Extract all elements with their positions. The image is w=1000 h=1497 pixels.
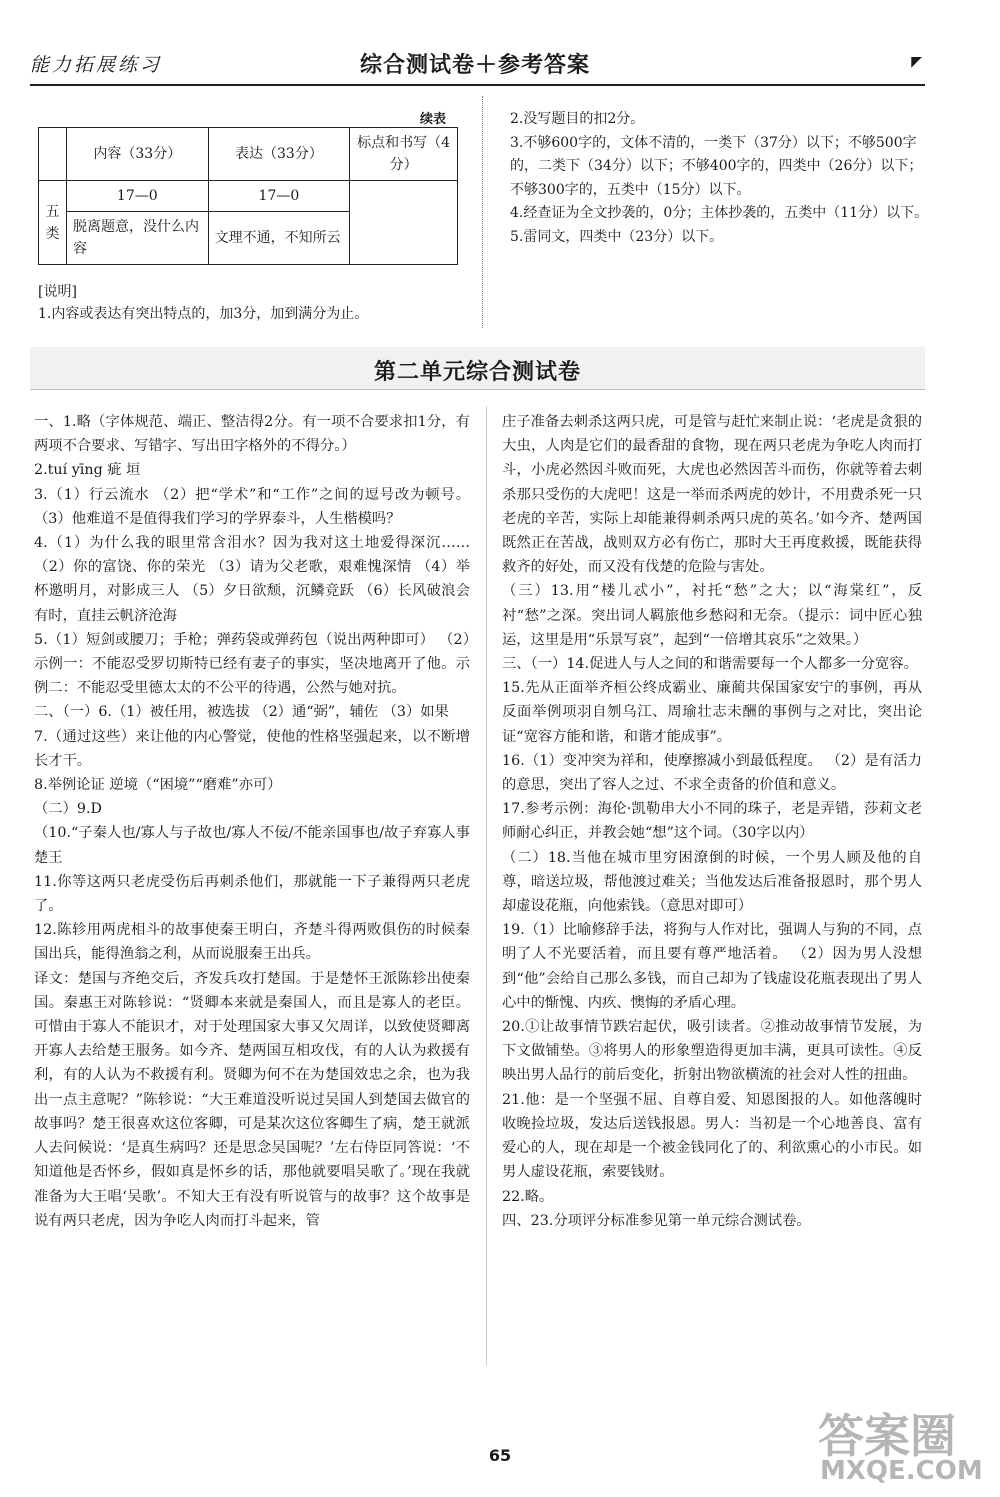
answer-paragraph: 16.（1）变冲突为祥和，使摩擦减小到最低程度。 （2）是有活力的意思，突出了容人之过、不求全责备的价值和意义。 bbox=[502, 752, 922, 794]
header-left-title: 能力拓展练习 bbox=[30, 54, 163, 76]
answer-paragraph: （二）18.当他在城市里穷困潦倒的时候，一个男人顾及他的自尊，暗送垃圾，帮他渡过难关；当他发达后准备报恩时，那个男人却虚设花瓶，向他索钱。（意思对即可） bbox=[502, 849, 922, 915]
answer-paragraph: 8.举例论证 逆境（“困境”“磨难”亦可） bbox=[34, 777, 282, 794]
notes-item: 1.内容或表达有突出特点的，加3分，加到满分为止。 bbox=[38, 306, 369, 322]
answer-paragraph: 5.（1）短剑或腰刀；手枪；弹药袋或弹药包（说出两种即可） （2）示例一：不能忍受罗切斯特已经有妻子的事实，坚决地离开了他。示例二：不能忍受里德太太的不公平的待遇，公然与她对抗。 bbox=[34, 631, 470, 697]
table-row bbox=[39, 181, 458, 212]
note-paragraph: 3.不够600字的，文体不清的，一类下（37分）以下；不够500字的，二类下（34分）以下；不够400字的，四类中（26分）以下；不够300字的，五类中（15分）以下。 bbox=[510, 134, 923, 198]
content-desc: 脱离题意，没什么内容 bbox=[66, 212, 208, 265]
top-right-notes bbox=[510, 108, 930, 249]
header-punctuation: 标点和书写（4分） bbox=[350, 128, 458, 181]
notes-title: [说明] bbox=[38, 284, 77, 300]
right-column bbox=[502, 410, 922, 1233]
punctuation-cell bbox=[350, 181, 458, 265]
left-column bbox=[34, 410, 470, 1233]
expression-score: 17—0 bbox=[208, 181, 350, 212]
note-paragraph: 2.没写题目的扣2分。 bbox=[510, 111, 645, 127]
answer-paragraph: （三）13.用“楼儿忒小”，衬托“愁”之大；以“海棠红”，反衬“愁”之深。突出词人羁旅他乡愁闷和无奈。（提示：词中匠心独运，这里是用“乐景写哀”，起到“一倍增其哀乐”之效果。） bbox=[502, 583, 922, 648]
watermark-url: MXQE.COM bbox=[820, 1456, 983, 1486]
answer-paragraph: 19.（1）比喻修辞手法，将狗与人作对比，强调人与狗的不同，点明了人不光要活着，而且要有尊严地活着。 （2）因为男人没想到“他”会给自己那么多钱，而自己却为了钱虚设花瓶表现出了男人心中的惭愧、内疚、懊悔的矛盾心理。 bbox=[502, 922, 922, 1011]
answer-paragraph: 21.他：是一个坚强不屈、自尊自爱、知恩图报的人。如他落魄时收晚捡垃圾，发达后送钱报恩。男人：当初是一个心地善良、富有爱心的人，现在却是一个被金钱同化了的、利欲熏心的小市民。如男人虚设花瓶，索要钱财。 bbox=[502, 1091, 922, 1181]
header-rule bbox=[30, 84, 925, 86]
answer-paragraph: 二、（一）6.（1）被任用，被选拔 （2）通“弼”，辅佐 （3）如果 bbox=[34, 704, 449, 721]
section-title-band bbox=[30, 347, 925, 390]
answer-paragraph: 2.tuí yīng 疵 垣 bbox=[34, 462, 141, 479]
answer-paragraph: 15.先从正面举齐桓公终成霸业、廉蔺共保国家安宁的事例，再从反面举例项羽自刎乌江、周瑜壮志未酬的事例与之对比，突出论证“宽容方能和谐，和谐才能成事”。 bbox=[502, 680, 922, 745]
section-title: 第二单元综合测试卷 bbox=[373, 359, 581, 385]
header-expression: 表达（33分） bbox=[208, 128, 350, 181]
scoring-table bbox=[38, 127, 458, 265]
answer-paragraph: 7.（通过这些）来让他的内心警觉，使他的性格坚强起来，以不断增长才干。 bbox=[34, 728, 470, 769]
note-paragraph: 4.经查证为全文抄袭的，0分；主体抄袭的，五类中（11分）以下。 bbox=[510, 205, 929, 221]
answer-paragraph: 17.参考示例：海伦·凯勒串大小不同的珠子，老是弄错，莎莉文老师耐心纠正，并教会她“想”这个词。（30字以内） bbox=[502, 801, 922, 842]
answer-paragraph: 译文：楚国与齐绝交后，齐发兵攻打楚国。于是楚怀王派陈轸出使秦国。秦惠王对陈轸说：“贤卿本来就是秦国人，而且是寡人的老臣。可惜由于寡人不能识才，对于处理国家大事又欠周详，以致使贤卿离开寡人去给楚王服务。如今齐、楚两国互相攻伐，有的人认为救援有利，有的人认为不救援有利。贤卿为何不在为楚国效忠之余，也为我出一点主意呢？”陈轸说：“大王难道没听说过吴国人到楚国去做官的故事吗？楚王很喜欢这位客卿，可是某次这位客卿生了病，楚王就派人去问候说：‘是真生病吗？还是思念吴国呢？’左右侍臣同答说：‘不知道他是否怀乡，假如真是怀乡的话，那他就要唱吴歌了。’现在我就准备为大王唱‘吴歌’。不知大王有没有听说管与的故事？这个故事是说有两只老虎，因为争吃人肉而打斗起来，管 bbox=[34, 970, 470, 1229]
content-score: 17—0 bbox=[66, 181, 208, 212]
table-continued-label: 续表 bbox=[420, 112, 447, 127]
answer-paragraph: （10.“子秦人也/寡人与子故也/寡人不佞/不能亲国事也/故子弃寡人事楚王 bbox=[34, 825, 470, 866]
answer-paragraph: 4.（1）为什么我的眼里常含泪水？因为我对这土地爱得深沉…… （2）你的富饶、你的荣光 （3）请为父老歌，艰难愧深情 （4）举杯邀明月，对影成三人 （5）夕日欲颓，沉鳞竞跃 （6）长风破浪会有时，直挂云帆济沧海 bbox=[34, 535, 470, 624]
table-corner-cell bbox=[39, 128, 67, 181]
answer-paragraph: 22.略。 bbox=[502, 1188, 554, 1205]
answer-paragraph: 四、23.分项评分标准参见第一单元综合测试卷。 bbox=[502, 1212, 811, 1229]
answer-paragraph: 一、1.略（字体规范、端正、整洁得2分。有一项不合要求扣1分，有两项不合要求、写错字、写出田字格外的不得分。） bbox=[34, 414, 470, 455]
row-label: 五类 bbox=[39, 181, 67, 265]
header-content: 内容（33分） bbox=[66, 128, 208, 181]
note-paragraph: 5.雷同文，四类中（23分）以下。 bbox=[510, 228, 724, 245]
corner-mark-icon: ◤ bbox=[911, 54, 922, 70]
page-header bbox=[30, 44, 930, 84]
answer-paragraph: 11.你等这两只老虎受伤后再刺杀他们，那就能一下子兼得两只老虎了。 bbox=[34, 873, 470, 915]
answer-paragraph: 12.陈轸用两虎相斗的故事使秦王明白，齐楚斗得两败俱伤的时候秦国出兵，能得渔翁之利，从而说服秦王出兵。 bbox=[34, 922, 470, 963]
header-center-title: 综合测试卷＋参考答案 bbox=[360, 52, 591, 78]
answer-paragraph: 20.①让故事情节跌宕起伏，吸引读者。②推动故事情节发展，为下文做铺垫。③将男人的形象塑造得更加丰满，更具可读性。④反映出男人品行的前后变化，折射出物欲横流的社会对人性的扭曲。 bbox=[502, 1019, 922, 1084]
answer-paragraph: 三、（一）14.促进人与人之间的和谐需要每一个人都多一分宽容。 bbox=[502, 656, 918, 673]
answer-paragraph: 庄子准备去刺杀这两只虎，可是管与赶忙来制止说：‘老虎是贪狠的大虫，人肉是它们的最香甜的食物，现在两只老虎为争吃人肉而打斗，小虎必然因斗败而死，大虎也必然因苦斗而伤，你就等着去刺杀那只受伤的大虎吧！这是一举而杀两虎的妙计，不用费杀死一只老虎的辛苦，实际上却能兼得刺杀两只虎的英名。’如今齐、楚两国既然正在苦战，战则双方必有伤亡，那时大王再度救援，既能获得救齐的好处，而又没有伐楚的危险与害处。 bbox=[502, 414, 922, 576]
column-divider bbox=[486, 406, 487, 1366]
answer-paragraph: （二）9.D bbox=[34, 801, 102, 818]
answer-paragraph: 3.（1）行云流水 （2）把“学术”和“工作”之间的逗号改为顿号。 （3）他难道不是值得我们学习的学界泰斗，人生楷模吗？ bbox=[34, 486, 470, 527]
page-number: 65 bbox=[488, 1446, 512, 1465]
expression-desc: 文理不通，不知所云 bbox=[208, 212, 350, 265]
table-header-row bbox=[39, 128, 458, 181]
top-divider bbox=[482, 96, 483, 328]
watermark-logo: 答案圈 bbox=[818, 1409, 956, 1463]
